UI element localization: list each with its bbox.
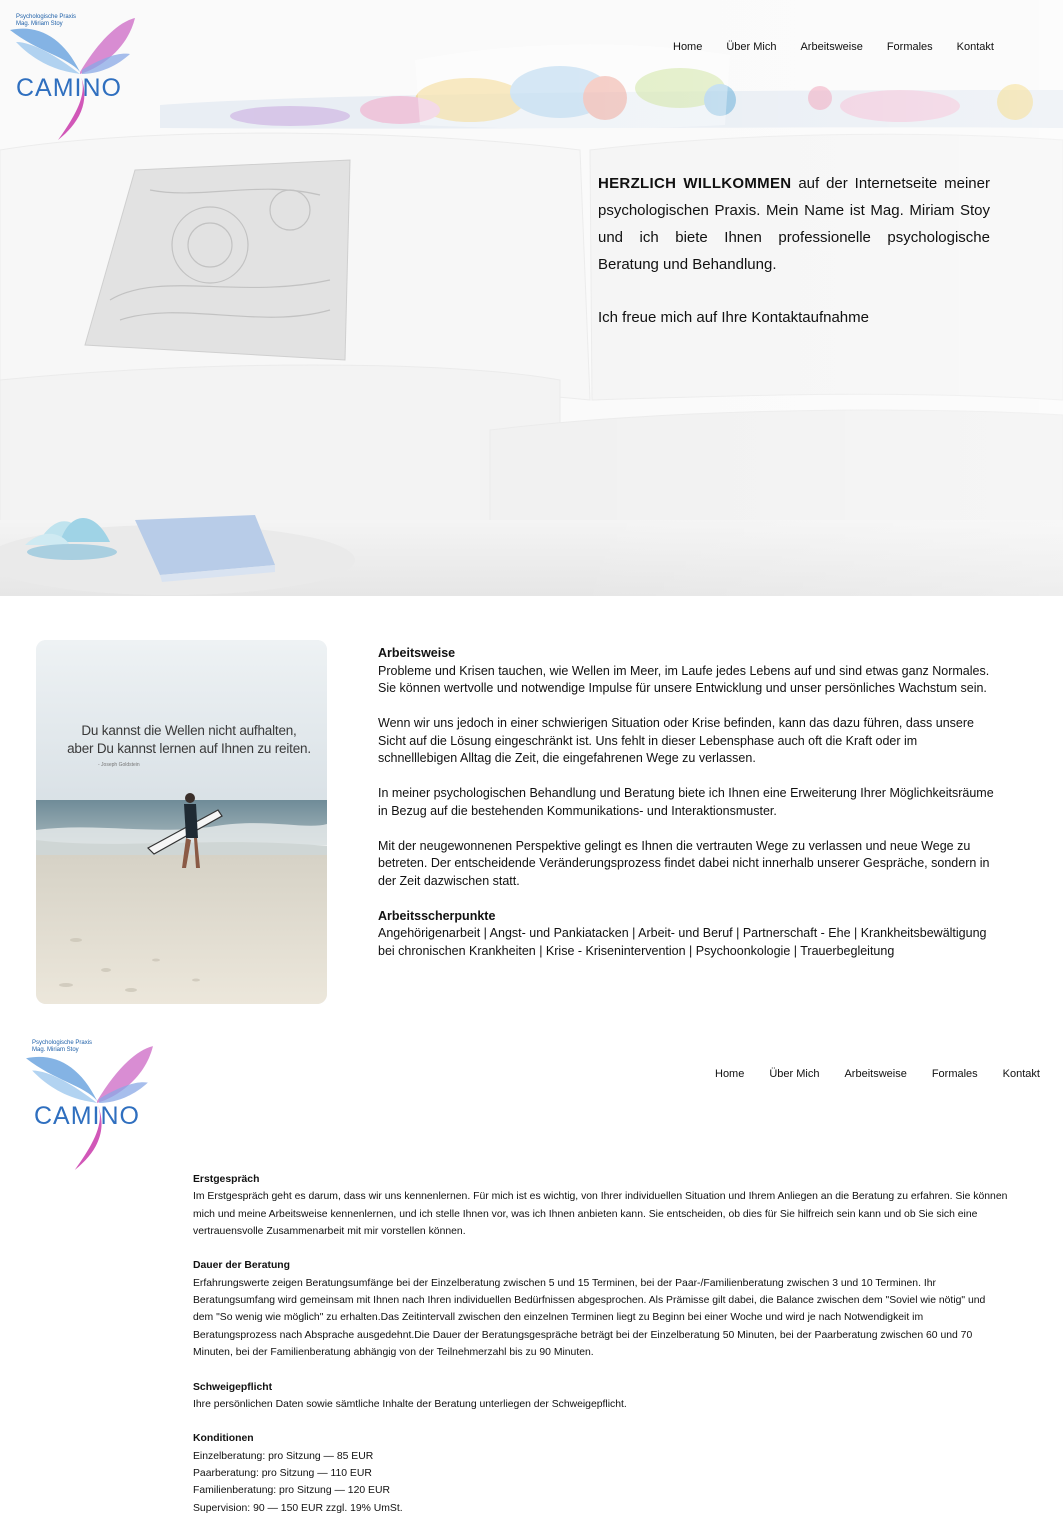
beach-photo [36, 640, 327, 1004]
main-nav [715, 1068, 1040, 1080]
konditionen-block [193, 1430, 1008, 1516]
formales-section [193, 1171, 1008, 1517]
focus-title: Arbeitsscherpunkte [378, 908, 496, 923]
logo-tagline: Psychologische Praxis [32, 1040, 93, 1046]
konditionen-item: Supervision: 90 — 150 EUR zzgl. 19% UmSt. [193, 1502, 403, 1514]
quote-text [64, 722, 314, 758]
schweigepflicht-text: Ihre persönlichen Daten sowie sämtliche Inhalte der Beratung unterliegen der Schweigepflicht. [193, 1398, 627, 1410]
nav-arbeitsweise[interactable]: Arbeitsweise [800, 41, 863, 53]
schweigepflicht-block [193, 1379, 1008, 1414]
quote-line: Du kannst die Wellen nicht aufhalten, [81, 723, 297, 738]
arbeitsweise-section [378, 645, 998, 960]
nav-formales[interactable]: Formales [931, 1068, 978, 1080]
dauer-text: Erfahrungswerte zeigen Beratungsumfänge bei der Einzelberatung zwischen 5 und 15 Terminen, bei der Paar-/Familienberatung zwischen 3 und 10 Terminen. Ihr Beratungsumfang wird gemeinsam mit Ihnen nach Ihren individuellen Bedürfnissen abgesprochen. Als Prämisse gilt dabei, die Balance zwischen dem "Soviel wie nötig" und dem "So wenig wie möglich" zu erhalten.Das Zeitintervall zwischen den einzelnen Terminen liegt zu Beginn bei einer Woche und wird je nach Notwendigkeit im Beratungsprozess nach Absprache ausgedehnt.Die Dauer der Beratungsgespräche beträgt bei der Einzelberatung 50 Minuten, bei der Paarberatung zwischen 60 und 70 Minuten, bei der Familienberatung abhängig von der Teilnehmerzahl bis zu 90 Minuten. [193, 1277, 986, 1358]
welcome-heading: HERZLICH WILLKOMMEN [598, 175, 792, 192]
nav-arbeitsweise[interactable]: Arbeitsweise [844, 1068, 907, 1080]
nav-ueber-mich[interactable]: Über Mich [726, 41, 777, 53]
logo-tagline: Mag. Miriam Stoy [16, 21, 63, 27]
quote-author: - Joseph Goldstein [98, 762, 140, 768]
arbeitsweise-paragraph: Wenn wir uns jedoch in einer schwierigen Situation oder Krise befinden, kann das dazu führen, dass unsere Sicht auf die Lösung eingeschränkt ist. Uns fehlt in dieser Lebensphase auch oft die Kraft oder im schnelllebigen Alltag die Zeit, die eingefahrenen Wege zu verlassen. [378, 716, 974, 765]
erstgespraech-title: Erstgespräch [193, 1174, 260, 1185]
welcome-text [598, 170, 990, 331]
schweigepflicht-title: Schweigepflicht [193, 1381, 273, 1393]
erstgespraech-text: Im Erstgespräch geht es darum, dass wir uns kennenlernen. Für mich ist es wichtig, von Ihrer individuellen Situation und Ihrem Anliegen an die Beratung zu erfahren. Sie können mich und meine Arbeitsweise kennenlernen, und ich stelle Ihnen vor, was ich Ihnen anbieten kann. Sie entscheiden, ob dies für Sie hilfreich sein kann und ob Sie sich eine vertrauensvolle Zusammenarbeit mit mir vorstellen können. [193, 1191, 1008, 1237]
logo-tagline: Psychologische Praxis [16, 14, 77, 20]
arbeitsweise-paragraph: In meiner psychologischen Behandlung und Beratung biete ich Ihnen eine Erweiterung Ihrer Möglichkeitsräume in Bezug auf die bestehenden Kommunikations- und Interaktionsmuster. [378, 786, 994, 818]
logo[interactable] [8, 12, 138, 144]
logo[interactable] [24, 1038, 156, 1176]
nav-kontakt[interactable]: Kontakt [1002, 1068, 1040, 1080]
konditionen-item: Einzelberatung: pro Sitzung — 85 EUR [193, 1450, 374, 1462]
surfer-quote-image [36, 640, 327, 1004]
nav-kontakt[interactable]: Kontakt [956, 41, 994, 53]
erstgespraech-block [193, 1171, 1008, 1240]
main-nav [673, 41, 994, 53]
nav-ueber-mich[interactable]: Über Mich [769, 1068, 820, 1080]
dauer-title: Dauer der Beratung [193, 1260, 291, 1272]
nav-home[interactable]: Home [715, 1068, 745, 1080]
arbeitsweise-paragraph: Mit der neugewonnenen Perspektive gelingt es Ihnen die vertrauten Wege zu verlassen und neue Wege zu betreten. Der entscheidende Veränderungsprozess findet dabei nicht innerhalb unserer Gespräche, sondern in der Zeit dazwischen statt. [378, 838, 990, 888]
logo-tagline: Mag. Miriam Stoy [32, 1047, 79, 1053]
logo-wordmark: CAMINO [16, 74, 122, 102]
quote-line: aber Du kannst lernen auf Ihnen zu reiten. [67, 741, 311, 756]
konditionen-item: Paarberatung: pro Sitzung — 110 EUR [193, 1468, 372, 1480]
nav-home[interactable]: Home [673, 41, 703, 53]
dauer-block [193, 1257, 1008, 1361]
hero-section [0, 0, 1063, 596]
focus-text: Angehörigenarbeit | Angst- und Pankiatacken | Arbeit- und Beruf | Partnerschaft - Ehe | Krankheitsbewältigung bei chronischen Krankheiten | Krise - Krisenintervention | Psychoonkologie | Trauerbegleitung [378, 926, 987, 958]
nav-formales[interactable]: Formales [886, 41, 933, 53]
welcome-closing: Ich freue mich auf Ihre Kontaktaufnahme [598, 309, 869, 326]
arbeitsweise-paragraph: Probleme und Krisen tauchen, wie Wellen im Meer, im Laufe jedes Lebens auf und sind etwas ganz Normales. Sie können wertvolle und notwendige Impulse für unsere Entwicklung und unser persönliches Wachstum sein. [378, 663, 990, 695]
welcome-body: auf der Internetseite meiner psychologischen Praxis. Mein Name ist Mag. Miriam Stoy und ich biete Ihnen professionelle psychologische Beratung und Behandlung. [598, 175, 990, 273]
logo-wordmark: CAMINO [34, 1102, 140, 1130]
konditionen-title: Konditionen [193, 1433, 254, 1445]
konditionen-item: Familienberatung: pro Sitzung — 120 EUR [193, 1485, 390, 1497]
arbeitsweise-title: Arbeitsweise [378, 646, 456, 660]
